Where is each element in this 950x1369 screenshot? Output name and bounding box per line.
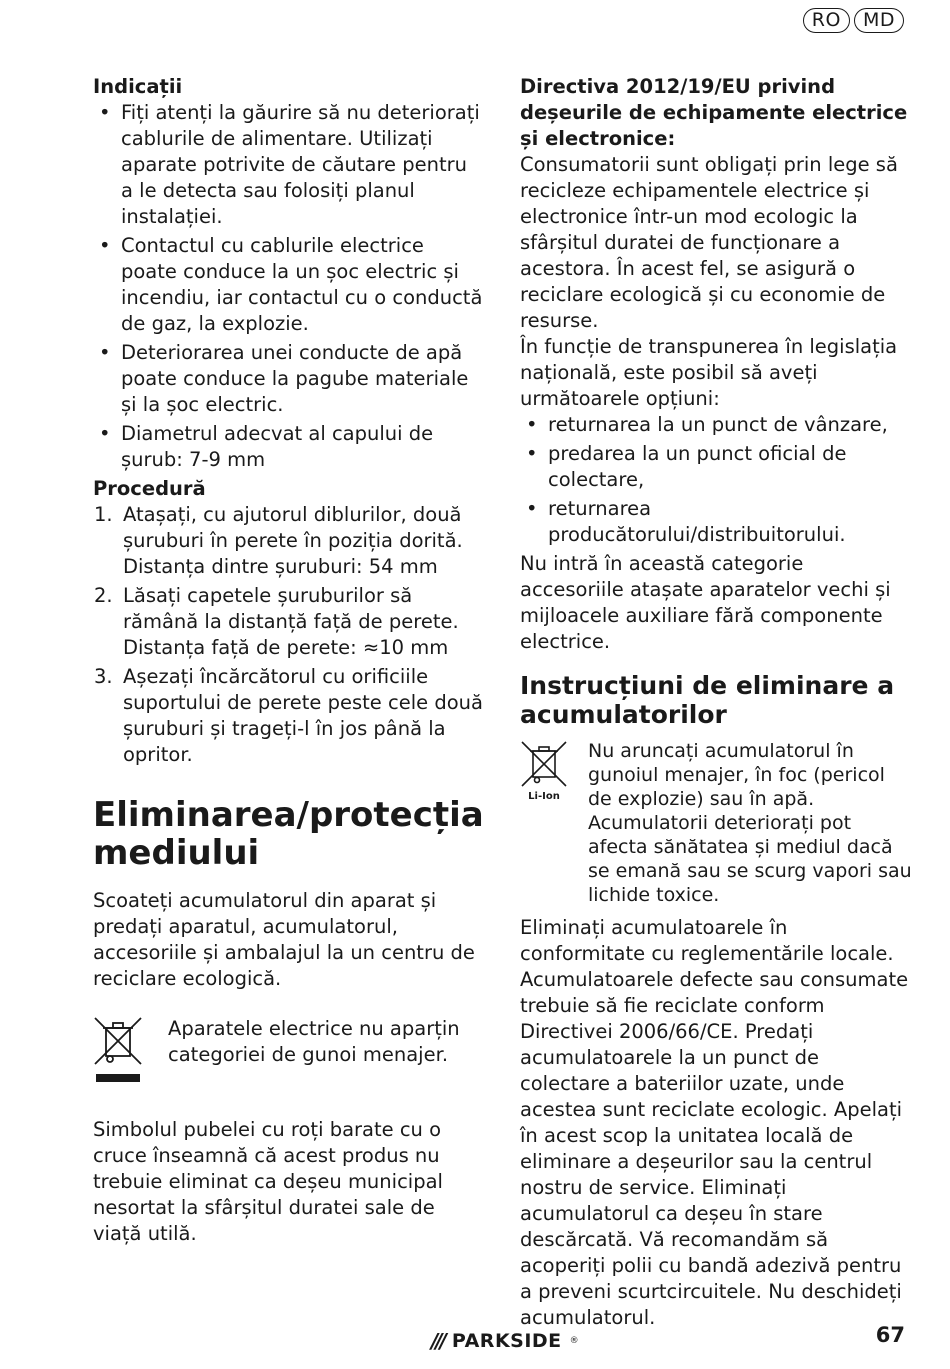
right-column (520, 74, 912, 1331)
crossed-bin-liion-icon (520, 739, 588, 907)
list-item: • predarea la un punct oficial de colectare, (520, 441, 912, 493)
procedure-steps (93, 502, 485, 768)
procedure-title: Procedură (93, 477, 206, 500)
indications-list (93, 100, 485, 473)
symbol-paragraph: Simbolul pubelei cu roți barate cu o cruce înseamnă că acest produs nu trebuie eliminat ca deșeu municipal nesortat la sfârșitul duratei sale de viață utilă. (93, 1118, 443, 1245)
step-item (93, 583, 485, 661)
left-column (93, 74, 485, 1247)
list-item: • Contactul cu cablurile electrice poate conduce la un șoc electric și incendiu, iar contactul cu o conductă de gaz, la explozie. (93, 233, 485, 337)
battery-heading: Instrucțiuni de eliminare a acumulatorilor (520, 671, 895, 729)
step-number: 3. (94, 665, 113, 688)
env-paragraph: Scoateți acumulatorul din aparat și predați aparatul, acumulatorul, accesoriile și ambalajul la un centru de reciclare ecologică. (93, 889, 475, 990)
parkside-logo (431, 1328, 579, 1354)
list-item: • returnarea la un punct de vânzare, (520, 412, 912, 438)
page-number: 67 (875, 1323, 905, 1347)
language-badges (803, 8, 904, 33)
directive-title: Directiva 2012/19/EU privind deșeurile de echipamente electrice și electronice: (520, 75, 908, 150)
step-text: Lăsați capetele șuruburilor să rămână la distanță față de perete. Distanța față de perete: ≈10 mm (123, 584, 459, 659)
env-heading: Eliminarea/protecția mediului (93, 795, 484, 873)
step-number: 1. (94, 503, 113, 526)
liion-label: Li-Ion (528, 791, 560, 802)
list-item: • Deteriorarea unei conducte de apă poate conduce la pagube materiale și la șoc electric. (93, 340, 485, 418)
battery-paragraph: Eliminați acumulatoarele în conformitate cu reglementările locale. Acumulatoarele defecte sau consumate trebuie să fie reciclate conform Directivei 2006/66/CE. Predați acumulatoarele la un punct de colectare a bateriilor uzate, unde acestea sunt reciclate ecologic. Apelați în acest scop la unitatea locală de eliminare a deșeurilor sau la centrul nostru de service. Eliminați acumulatorul ca deșeu în stare descărcată. Vă recomandăm să acoperiți polii cu bandă adezivă pentru a preveni scurtcircuitele. Nu deschideți acumulatorul. (520, 916, 909, 1329)
step-number: 2. (94, 584, 113, 607)
indications-title: Indicații (93, 75, 183, 98)
list-item: • Fiți atenți la găurire să nu deteriorați cablurile de alimentare. Utilizați aparate potrivite de căutare pentru a le detecta sau folosiți planul instalației. (93, 100, 485, 230)
directive-paragraph-2: În funcție de transpunerea în legislația națională, este posibil să aveți următoarele opțiuni: (520, 335, 898, 410)
options-list (520, 412, 912, 548)
step-item (93, 664, 485, 768)
parkside-logo-icon: /// (431, 1329, 444, 1353)
directive-paragraph-3: Nu intră în această categorie accesoriile atașate aparatelor vechi și mijloacele auxiliare fără componente electrice. (520, 552, 891, 653)
bin-note-row (93, 1016, 485, 1095)
crossed-bin-icon (93, 1016, 168, 1095)
badge-ro: RO (803, 8, 850, 33)
step-text: Așezați încărcătorul cu orificiile suportului de perete peste cele două șuruburi și trageți-l în jos până la opritor. (123, 665, 483, 766)
list-item: • returnarea producătorului/distribuitorului. (520, 496, 912, 548)
liion-note-row (520, 739, 912, 907)
step-item (93, 502, 485, 580)
step-text: Atașați, cu ajutorul diblurilor, două șuruburi în perete în poziția dorită. Distanța dintre șuruburi: 54 mm (123, 503, 463, 578)
badge-md: MD (854, 8, 904, 33)
directive-paragraph-1: Consumatorii sunt obligați prin lege să recicleze echipamentele electrice și electronice într-un mod ecologic la sfârșitul duratei de funcționare a acestora. În acest fel, se asigură o reciclare ecologică și cu economie de resurse. (520, 153, 898, 332)
list-item: • Diametrul adecvat al capului de șurub: 7-9 mm (93, 421, 485, 473)
brand-name: PARKSIDE (451, 1330, 562, 1352)
registered-mark: ® (569, 1336, 580, 1346)
liion-text: Nu aruncați acumulatorul în gunoiul menajer, în foc (pericol de explozie) sau în apă. Acumulatorii deteriorați pot afecta sănătatea și mediul dacă se emană sau se scurg vapori sau lichide toxice. (588, 740, 912, 906)
bin-note-text: Aparatele electrice nu aparțin categoriei de gunoi menajer. (168, 1017, 460, 1066)
